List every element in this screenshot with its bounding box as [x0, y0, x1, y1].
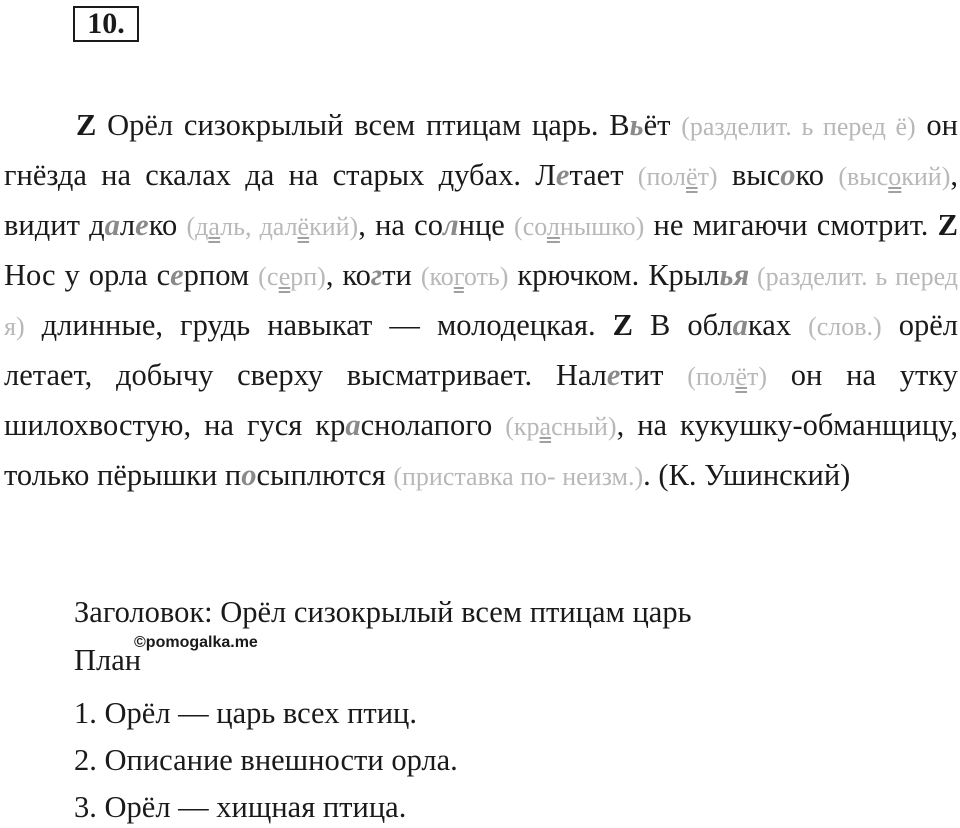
highlighted-letter: е: [606, 358, 621, 392]
plan-item: 2. Описание внешности орла.: [74, 743, 458, 777]
hint-underlined-letter: л: [546, 212, 560, 241]
text-fragment: тает: [569, 158, 638, 192]
highlighted-letter: а: [104, 208, 120, 242]
text-fragment: ти: [382, 258, 421, 292]
text-fragment: орёл летает, добычу сверху высматривает. Нал: [4, 308, 959, 392]
highlighted-letter: е: [135, 208, 149, 242]
text-fragment: , ко: [325, 258, 371, 292]
text-fragment: длинные, грудь навыкат — молодецкая.: [24, 308, 613, 342]
highlighted-letter: о: [241, 458, 257, 492]
hint-part: (с: [258, 262, 279, 291]
paragraph-mark: Z: [612, 308, 634, 342]
hint: [258, 262, 326, 291]
hint-part: сный): [551, 412, 617, 441]
hint-underlined-letter: е: [278, 262, 291, 291]
highlighted-letter: е: [555, 158, 570, 192]
hint: [638, 162, 718, 191]
paragraph-mark: Z: [76, 108, 97, 142]
task-number: 10.: [87, 7, 125, 40]
text-fragment: В обл: [633, 308, 733, 342]
hint-underlined-letter: ё: [297, 212, 310, 241]
text-fragment: ко: [795, 158, 839, 192]
text-fragment: выс: [717, 158, 781, 192]
text-fragment: тит: [620, 358, 688, 392]
hint: (слов.): [808, 312, 882, 341]
main-text: [4, 101, 958, 501]
highlighted-letter: ья: [719, 258, 750, 292]
hint: (разделит. ь перед я): [4, 262, 958, 341]
highlighted-letter: а: [345, 408, 361, 442]
plan-item: 3. Орёл — хищная птица.: [74, 790, 407, 824]
hint: (разделит. ь перед ё): [681, 112, 916, 141]
hint-part: оть): [463, 262, 509, 291]
hint-part: (ко: [420, 262, 454, 291]
highlighted-letter: ь: [629, 108, 644, 142]
text-fragment: . (К. Ушинский): [643, 458, 851, 492]
hint-part: нышко): [559, 212, 645, 241]
text-fragment: он гнёзда на скалах да на старых дубах. Л: [4, 108, 958, 192]
text-fragment: снолапого: [360, 408, 506, 442]
text-fragment: , на кукушку-обманщицу, только пёрышки п: [4, 408, 958, 492]
hint-part: (со: [514, 212, 547, 241]
text-fragment: нце: [458, 208, 515, 242]
hint-part: ль, дал: [220, 212, 298, 241]
text-fragment: он на утку шилохвостую, на гуся кр: [4, 358, 959, 442]
watermark: ©pomogalka.me: [134, 634, 258, 651]
hint-part: (кр: [505, 412, 540, 441]
plan-label: План: [74, 643, 142, 677]
hint-underlined-letter: а: [539, 412, 552, 441]
hint-part: т): [697, 162, 718, 191]
hint: [186, 212, 358, 241]
hint-part: кий): [309, 212, 359, 241]
hint-part: (пол: [687, 362, 736, 391]
text-fragment: Орёл сизокрылый всем птицам царь. В: [96, 108, 630, 142]
hint: [505, 412, 616, 441]
task-number-box: [73, 6, 139, 42]
highlighted-letter: л: [442, 208, 459, 242]
highlighted-letter: е: [170, 258, 184, 292]
text-fragment: сыплются: [256, 458, 394, 492]
hint: [838, 162, 950, 191]
hint-underlined-letter: а: [208, 212, 221, 241]
text-fragment: не мигаючи смотрит.: [644, 208, 938, 242]
text-fragment: ко: [148, 208, 187, 242]
text-fragment: , видит д: [4, 158, 959, 242]
hint-underlined-letter: ё: [735, 362, 747, 391]
plan-item: 1. Орёл — царь всех птиц.: [74, 696, 417, 730]
text-fragment: , на со: [358, 208, 443, 242]
text-fragment: ках: [747, 308, 809, 342]
hint-part: (пол: [637, 162, 687, 191]
hint-underlined-letter: г: [453, 262, 464, 291]
hint: [421, 262, 509, 291]
text-fragment: л: [119, 208, 136, 242]
highlighted-letter: о: [780, 158, 796, 192]
paragraph-mark: Z: [937, 208, 958, 242]
hint-part: т): [746, 362, 768, 391]
text-fragment: Нос у орла с: [4, 258, 171, 292]
hint: [514, 212, 644, 241]
highlighted-letter: а: [732, 308, 748, 342]
title-line: Заголовок: Орёл сизокрылый всем птицам царь: [74, 595, 692, 629]
hint-part: кий): [901, 162, 951, 191]
hint: (приставка по- неизм.): [393, 462, 644, 491]
hint-part: (выс: [838, 162, 889, 191]
hint-underlined-letter: о: [888, 162, 902, 191]
hint-part: рп): [290, 262, 326, 291]
hint-underlined-letter: ё: [686, 162, 698, 191]
hint: [687, 362, 767, 391]
hint-part: (д: [186, 212, 209, 241]
text-fragment: ёт: [643, 108, 682, 142]
text-fragment: рпом: [183, 258, 259, 292]
text-fragment: крючком. Крыл: [508, 258, 720, 292]
highlighted-letter: г: [370, 258, 383, 292]
